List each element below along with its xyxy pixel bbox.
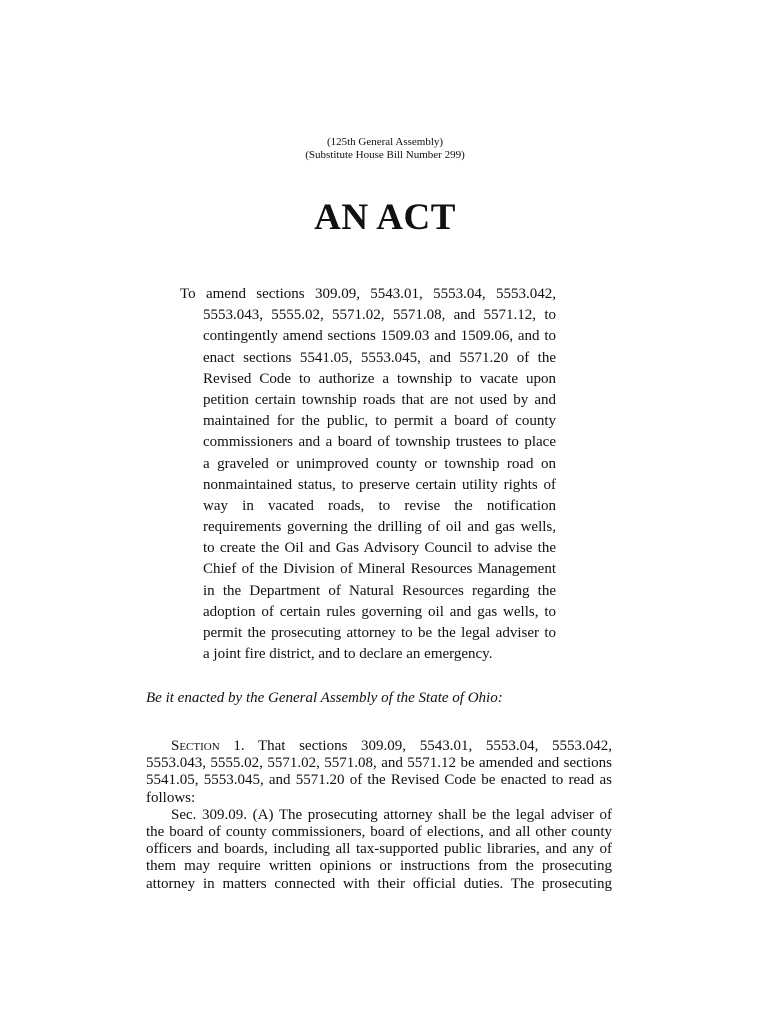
section-1-line: 5553.043, 5555.02, 5571.02, 5571.08, and 5571.12 be amended and sections [146,755,612,772]
sec-309-09-line: the board of county commissioners, board of elections, and all other county [146,823,612,840]
long-title-line: contingently amend sections 1509.03 and 1509.06, and to [203,328,556,345]
act-title: AN ACT [314,197,456,238]
long-title-line: Chief of the Division of Mineral Resources Management [203,561,556,578]
long-title-line: To amend sections 309.09, 5543.01, 5553.04, 5553.042, [180,286,556,302]
long-title-line: way in vacated roads, to revise the notification [203,497,556,514]
enacting-clause: Be it enacted by the General Assembly of the State of Ohio: [146,690,503,706]
section-1-line: follows: [146,789,196,806]
long-title-line: Revised Code to authorize a township to vacate upon [203,370,556,387]
long-title-line: petition certain township roads that are not used by and [203,391,556,408]
sec-309-09-line: Sec. 309.09. (A) The prosecuting attorney shall be the legal adviser of [171,806,612,823]
section-1-text: 1. That sections 309.09, 5543.01, 5553.04, 5553.042, [233,738,613,754]
long-title-line: 5553.043, 5555.02, 5571.02, 5571.08, and 5571.12, to [203,307,556,324]
bill-body [146,738,612,893]
long-title-line: enact sections 5541.05, 5553.045, and 5571.20 of the [203,349,556,366]
long-title-line: a joint fire district, and to declare an emergency. [203,646,493,663]
long-title-line: requirements governing the drilling of oil and gas wells, [203,519,556,536]
sec-309-09-line: them may require written opinions or instructions from the prosecuting [146,858,612,875]
bill-header [0,136,770,162]
sec-309-09-line: attorney in matters connected with their official duties. The prosecuting [146,875,612,892]
long-title-line: a graveled or unimproved county or township road on [203,455,556,472]
long-title-line: nonmaintained status, to preserve certain utility rights of [203,476,556,493]
long-title-line: permit the prosecuting attorney to be the legal adviser to [203,625,556,641]
long-title-line: in the Department of Natural Resources regarding the [203,582,556,599]
long-title-line: maintained for the public, to permit a board of county [203,413,556,430]
long-title [180,284,556,665]
long-title-line: adoption of certain rules governing oil and gas wells, to [203,603,556,620]
section-1-line: 5541.05, 5553.045, and 5571.20 of the Revised Code be enacted to read as [146,772,612,789]
assembly-line: (125th General Assembly) [326,136,444,148]
section-label: Section [171,738,220,754]
section-1-first-line [146,738,612,755]
sec-309-09-line: officers and boards, including all tax-supported public libraries, and any of [146,841,612,858]
long-title-line: to create the Oil and Gas Advisory Council to advise the [203,540,556,557]
bill-number-line: (Substitute House Bill Number 299) [305,149,465,161]
long-title-line: commissioners and a board of township trustees to place [203,434,556,451]
